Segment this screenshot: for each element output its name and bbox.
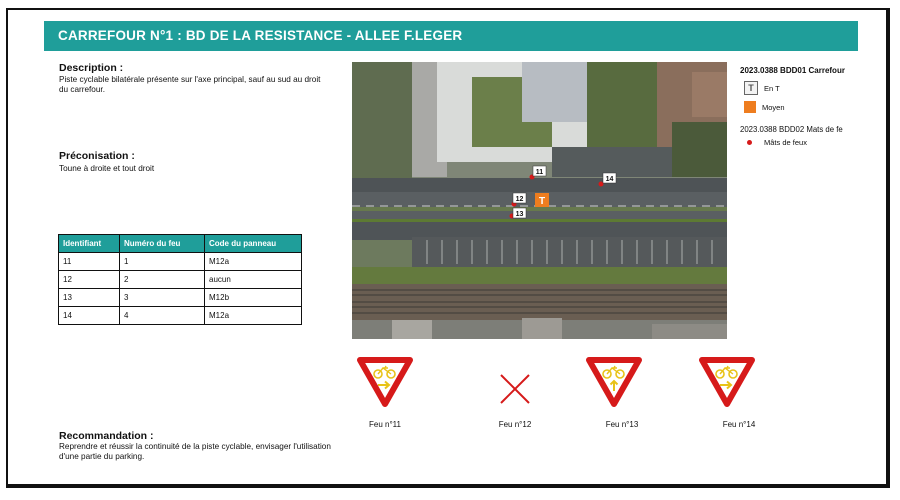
sign-caption-feu-14: Feu n°14 xyxy=(722,420,756,429)
aerial-map xyxy=(352,62,727,339)
table-cell: 4 xyxy=(120,307,205,325)
yield-bicycle-straight-sign-icon xyxy=(585,356,643,408)
legend-layer1-title: 2023.0388 BDD01 Carrefour xyxy=(740,66,845,75)
legend-layer2-title: 2023.0388 BDD02 Mats de fe xyxy=(740,125,843,134)
table-cell: 13 xyxy=(59,289,120,307)
aerial-map-image xyxy=(352,62,727,339)
legend-item-moyen xyxy=(740,101,858,113)
orange-square-icon xyxy=(744,101,756,113)
table-cell: 11 xyxy=(59,253,120,271)
legend-item-mats xyxy=(740,138,858,147)
table-cell: M12b xyxy=(205,289,302,307)
description-text: Piste cyclable bilatérale présente sur l'axe principal, sauf au sud au droit du carrefour. xyxy=(59,75,321,94)
legend-item-en-t xyxy=(740,81,858,95)
table-row xyxy=(59,271,302,289)
description-title: Description : xyxy=(59,62,124,74)
map-legend xyxy=(740,66,858,147)
map-marker-label: 12 xyxy=(515,196,524,203)
map-marker-label: 11 xyxy=(535,169,544,176)
table-header-row xyxy=(59,235,302,253)
sign-caption-feu-12: Feu n°12 xyxy=(498,420,532,429)
recommandation-title: Recommandation : xyxy=(59,430,154,442)
table-cell: 1 xyxy=(120,253,205,271)
table-cell: 14 xyxy=(59,307,120,325)
map-marker-label: 13 xyxy=(515,211,524,218)
table-cell: 2 xyxy=(120,271,205,289)
t-junction-icon: T xyxy=(744,81,758,95)
table-cell: M12a xyxy=(205,307,302,325)
map-t-symbol: T xyxy=(538,196,546,207)
table-row xyxy=(59,253,302,271)
sign-caption-feu-13: Feu n°13 xyxy=(605,420,639,429)
red-dot-icon xyxy=(747,140,752,145)
page-title: CARREFOUR N°1 : BD DE LA RESISTANCE - ALLEE F.LEGER xyxy=(44,21,858,51)
table-cell: M12a xyxy=(205,253,302,271)
legend-label-moyen: Moyen xyxy=(762,102,785,112)
yield-bicycle-right-sign-icon xyxy=(698,356,756,408)
table-cell: aucun xyxy=(205,271,302,289)
table-row xyxy=(59,289,302,307)
sign-caption-feu-11: Feu n°11 xyxy=(369,420,401,429)
recommandation-text: Reprendre et réussir la continuité de la piste cyclable, envisager l'utilisation d'une partie du parking. xyxy=(59,442,331,461)
column-header-identifiant: Identifiant xyxy=(59,235,120,253)
legend-label-mats: Mâts de feux xyxy=(764,138,807,147)
table-cell: 3 xyxy=(120,289,205,307)
preconisation-title: Préconisation : xyxy=(59,150,135,162)
table-row xyxy=(59,307,302,325)
no-sign-cross-icon xyxy=(498,372,532,406)
legend-label-en-t: En T xyxy=(764,83,780,93)
column-header-numero-feu: Numéro du feu xyxy=(120,235,205,253)
column-header-code-panneau: Code du panneau xyxy=(205,235,302,253)
signals-table xyxy=(58,234,302,325)
yield-bicycle-right-sign-icon xyxy=(356,356,414,408)
preconisation-text: Toune à droite et tout droit xyxy=(59,164,155,173)
table-cell: 12 xyxy=(59,271,120,289)
map-marker-label: 14 xyxy=(605,176,614,183)
